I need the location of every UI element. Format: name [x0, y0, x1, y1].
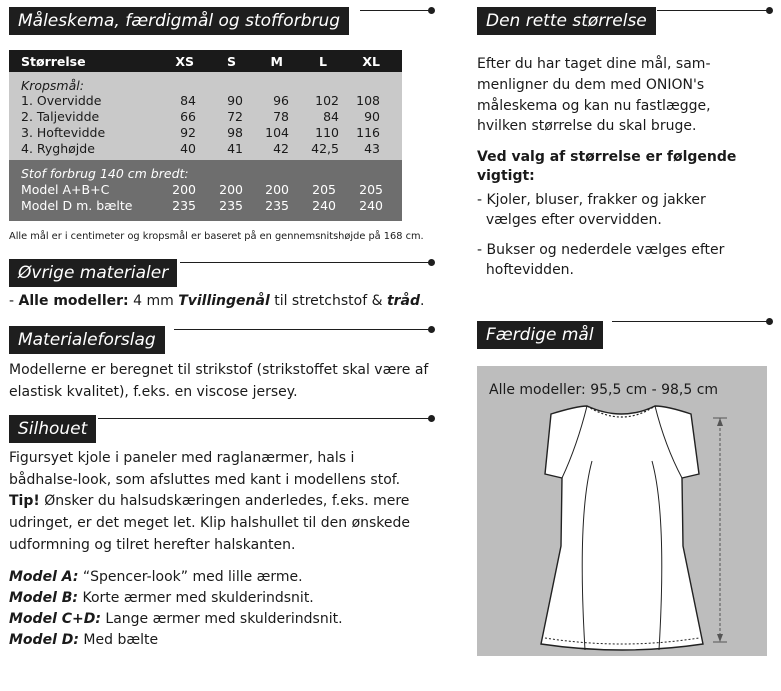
silhouette-line: bådhalse-look, som afsluttes med kant i modellens stof. — [9, 472, 401, 488]
cell: 104 — [265, 125, 289, 140]
bullet-line: - Bukser og nederdele vælges efter — [477, 242, 725, 258]
row-label: 1. Overvidde — [21, 93, 102, 108]
cell: 235 — [265, 198, 289, 213]
bullet-line: vælges efter overvidden. — [477, 212, 662, 228]
cell: 205 — [312, 182, 336, 197]
end: . — [420, 293, 425, 309]
model-line — [9, 630, 158, 650]
heading-finished: Færdige mål — [477, 321, 603, 349]
cell: 108 — [356, 93, 380, 108]
heading-rule-dot — [428, 259, 435, 266]
cell: 90 — [227, 93, 243, 108]
cell: 110 — [315, 125, 339, 140]
heading-rule — [174, 329, 432, 330]
cell: 205 — [359, 182, 383, 197]
heading-rule-dot — [428, 7, 435, 14]
tip-text: Ønsker du halsudskæringen anderledes, f.eks. mere — [39, 493, 410, 509]
right-size-important: vigtigt: — [477, 168, 535, 184]
heading-rule-dot — [766, 318, 773, 325]
cell: 235 — [172, 198, 196, 213]
cell: 42 — [273, 141, 289, 156]
cell: 240 — [312, 198, 336, 213]
cell: 43 — [364, 141, 380, 156]
header-l: L — [319, 54, 327, 69]
cell: 72 — [227, 109, 243, 124]
heading-rule — [657, 10, 769, 11]
model-line — [9, 567, 303, 587]
size-table — [9, 50, 402, 221]
cell: 92 — [180, 125, 196, 140]
heading-silhouette: Silhouet — [9, 415, 96, 443]
silhouette-line: Figursyet kjole i paneler med raglanærmer, hals i — [9, 450, 355, 466]
heading-rule — [180, 262, 432, 263]
cell: 90 — [364, 109, 380, 124]
model-text: Med bælte — [78, 632, 159, 648]
model-label: Model B: — [9, 590, 79, 606]
row-label: 2. Taljevidde — [21, 109, 100, 124]
cell: 240 — [359, 198, 383, 213]
text1: 4 mm — [128, 293, 179, 309]
header-xl: XL — [362, 54, 380, 69]
tip-label: Tip! — [9, 493, 40, 509]
heading-right-size: Den rette størrelse — [477, 7, 656, 35]
bullet-line: - Kjoler, bluser, frakker og jakker — [477, 192, 706, 208]
material-suggestion-line: elastisk kvalitet), f.eks. en viscose jersey. — [9, 384, 298, 400]
cell: 102 — [315, 93, 339, 108]
all-models-label: Alle modeller: — [18, 293, 129, 309]
text2: til stretchstof & — [269, 293, 387, 309]
row-label: 3. Hoftevidde — [21, 125, 106, 140]
right-size-line: menligner du dem med ONION's — [477, 77, 705, 93]
row-label: Model A+B+C — [21, 182, 110, 197]
heading-rule — [98, 418, 432, 419]
finished-figure — [477, 366, 767, 656]
model-line — [9, 609, 343, 629]
cell: 66 — [180, 109, 196, 124]
needle-name: Tvillingenål — [178, 293, 270, 309]
cell: 116 — [356, 125, 380, 140]
material-suggestion-line: Modellerne er beregnet til strikstof (strikstoffet skal være af — [9, 362, 429, 378]
header-xs: XS — [175, 54, 194, 69]
cell: 41 — [227, 141, 243, 156]
model-label: Model D: — [9, 632, 79, 648]
row-label: Model D m. bælte — [21, 198, 133, 213]
table-footnote: Alle mål er i centimeter og kropsmål er baseret på en gennemsnitshøjde på 168 cm. — [9, 231, 424, 242]
dress-illustration — [477, 366, 767, 656]
cell: 200 — [265, 182, 289, 197]
heading-other-materials: Øvrige materialer — [9, 259, 177, 287]
cell: 200 — [172, 182, 196, 197]
model-text: Lange ærmer med skulderindsnit. — [100, 611, 343, 627]
cell: 42,5 — [311, 141, 339, 156]
heading-material-suggestion: Materialeforslag — [9, 326, 165, 354]
model-line — [9, 588, 314, 608]
cell: 200 — [219, 182, 243, 197]
cell: 235 — [219, 198, 243, 213]
heading-rule — [360, 10, 432, 11]
heading-rule — [612, 321, 769, 322]
row-label: 4. Ryghøjde — [21, 141, 95, 156]
right-size-line: måleskema og kan nu fastlægge, — [477, 98, 711, 114]
body-title-label: Kropsmål: — [21, 78, 84, 93]
cell: 78 — [273, 109, 289, 124]
prefix: - — [9, 293, 19, 309]
header-s: S — [226, 54, 236, 69]
model-text: “Spencer-look” med lille ærme. — [78, 569, 303, 585]
silhouette-line: udringet, er det meget let. Klip halshullet til den ønskede — [9, 515, 411, 531]
other-materials-text — [9, 291, 424, 311]
silhouette-tip — [9, 491, 409, 511]
cell: 98 — [227, 125, 243, 140]
cell: 96 — [273, 93, 289, 108]
heading-size-chart: Måleskema, færdigmål og stofforbrug — [9, 7, 349, 35]
heading-rule-dot — [428, 326, 435, 333]
right-size-line: Efter du har taget dine mål, sam- — [477, 56, 711, 72]
header-size-label: Størrelse — [21, 54, 86, 69]
right-size-important: Ved valg af størrelse er følgende — [477, 149, 737, 165]
right-size-line: hvilken størrelse du skal bruge. — [477, 118, 697, 134]
heading-rule-dot — [428, 415, 435, 422]
silhouette-line: udformning og tilret herefter halskanten. — [9, 537, 296, 553]
heading-rule-dot — [766, 7, 773, 14]
model-label: Model A: — [9, 569, 79, 585]
cell: 40 — [180, 141, 196, 156]
fabric-title-label: Stof forbrug 140 cm bredt: — [21, 166, 189, 181]
cell: 84 — [180, 93, 196, 108]
thread-name: tråd — [386, 293, 421, 309]
model-label: Model C+D: — [9, 611, 101, 627]
bullet-line: hoftevidden. — [477, 262, 575, 278]
header-m: M — [270, 54, 283, 69]
cell: 84 — [323, 109, 339, 124]
finished-caption: Alle modeller: 95,5 cm - 98,5 cm — [489, 382, 719, 398]
model-text: Korte ærmer med skulderindsnit. — [78, 590, 314, 606]
